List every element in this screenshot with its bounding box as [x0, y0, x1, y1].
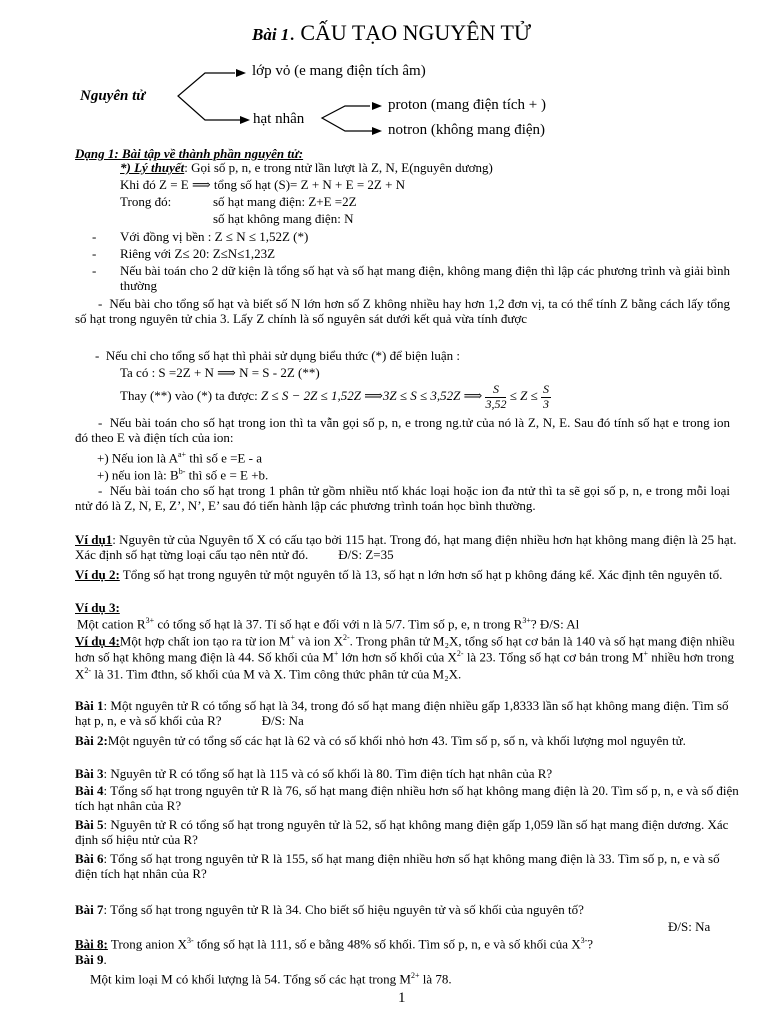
neutron-label: notron (không mang điện)	[388, 122, 546, 138]
example-3-label: Ví dụ 3:	[75, 600, 120, 615]
bullet-dash: -	[92, 246, 97, 261]
exercise-7: Bài 7: Tổng số hạt trong nguyên tử R là 34. Cho biết số hiệu nguyên tử và số khối của nguyên tố?	[75, 902, 584, 917]
exercise-5: Bài 5: Nguyên tử R có tổng số hạt trong nguyên tử là 52, số hạt không mang điện gấp 1,059 lần số hạt mang điện dương. Xác định số hiệu ntử của R?	[75, 817, 729, 847]
ion-case-2: +) nếu ion là: $B^{b-}$ thì số e = E +b.	[97, 467, 269, 483]
fraction: $\frac{S}{3,52}$	[485, 382, 507, 411]
example-4: Ví dụ 4:Một hợp chất ion tạo ra từ ion M+ và ion $X^{2-}$. Trong phân tử M₂X, tổng số hạt cơ bản là 140 và số hạt mang điện nhiều hơn số hạt không mang điện là 44. Số khối của M+ lớn hơn số khối của $X^{2-}$ là 23. Tổng số hạt cơ bản trong M+ nhiều hơn trong $X^{2-}$ là 31. Tìm đthn, số khối của M và X. Tìm công thức phân tử của M₂X.	[75, 633, 735, 681]
ion-case-1: +) Nếu ion là $A^{a+}$ thì số e =E - a	[97, 450, 262, 466]
example-3: Một cation $R^{3+}$ có tổng số hạt là 37. Tỉ số hạt e đối với n là 5/7. Tìm số p, e, n trong $R^{3+}$? Đ/S: Al	[77, 616, 580, 632]
exercise-8: Bài 8: Trong anion $X^{3-}$ tổng số hạt là 111, số e bằng 48% số khối. Tìm số p, n, e và số khối của $X^{3-}$?	[75, 936, 594, 952]
formula-ta-co: Ta có : S =2Z + N ⟹ N = S - 2Z (**)	[120, 365, 320, 380]
atom-label: Nguyên tử	[80, 88, 146, 104]
nucleus-label: hạt nhân	[253, 111, 305, 127]
section-heading: Dạng 1: Bài tập về thành phần nguyên tử:	[75, 146, 304, 161]
example-1: Ví dụ1: Nguyên tử của Nguyên tố X có cấu tạo bởi 115 hạt. Trong đó, hạt mang điện nhiều hơn hạt không mang điện là 25 hạt. Xác định số hạt từng loại cấu tạo nên ntử đó. Đ/S: Z=35	[75, 532, 737, 562]
exercise-6: Bài 6: Tổng số hạt trong nguyên tử R là 155, số hạt mang điện nhiều hơn số hạt không mang điện là 33. Tìm số p, n, e và số điện tích hạt nhân của R?	[75, 851, 720, 881]
exercise-7-answer: Đ/S: Na	[668, 919, 711, 934]
example-2: Ví dụ 2: Tổng số hạt trong nguyên tử một nguyên tố là 13, số hạt n lớn hơn số hạt p không đáng kể. Xác định tên nguyên tố.	[75, 567, 723, 582]
shell-label: lớp vỏ (e mang điện tích âm)	[252, 63, 426, 79]
exercise-2: Bài 2:Một nguyên tử có tổng số các hạt là 62 và có số khối nhỏ hơn 43. Tìm số p, số n, và khối lượng mol nguyên tử.	[75, 733, 686, 748]
bullet-dash: -	[92, 229, 97, 244]
bullet-2: Riêng với Z≤ 20: Z≤N≤1,23Z	[120, 246, 276, 261]
exercise-3: Bài 3: Nguyên tử R có tổng số hạt là 115 và có số khối là 80. Tìm điện tích hạt nhân của R?	[75, 766, 553, 781]
page-number: 1	[398, 990, 406, 1006]
bullet-7: - Nếu bài toán cho số hạt trong 1 phân tử gồm nhiều ntố khác loại hoặc ion đa ntử thì ta sẽ gọi số p, n, e trong mỗi loại ntử đó là Z, N, E, Z’, N’, E’ sau đó tiến hành lập các phương trình toán học bình thường.	[75, 483, 730, 513]
theory-line-3: Trong đó: số hạt mang điện: Z+E =2Z	[120, 194, 357, 209]
theory-line-2: Khi đó Z = E ⟹ tổng số hạt (S)= Z + N + E = 2Z + N	[120, 177, 406, 192]
bullet-1: Với đồng vị bền : Z ≤ N ≤ 1,52Z (*)	[120, 229, 309, 244]
exercise-4: Bài 4: Tổng số hạt trong nguyên tử R là 76, số hạt mang điện nhiều hơn số hạt không mang điện là 20. Tìm số p, n, e và số điện tích hạt nhân của R?	[75, 783, 739, 813]
bullet-3: Nếu bài toán cho 2 dữ kiện là tổng số hạt và số hạt mang điện, không mang điện thì lập các phương trình và giải bình thường	[120, 263, 730, 293]
page-title: Bài 1. CẤU TẠO NGUYÊN TỬ	[252, 20, 532, 45]
bullet-4: - Nếu bài cho tổng số hạt và biết số N lớn hơn số Z không nhiều hay hơn 1,2 đơn vị, ta có thể tính Z bằng cách lấy tổng số hạt trong nguyên tử chia 3. Lấy Z chính là số nguyên sát dưới kết quả vừa tính được	[75, 296, 730, 326]
theory-line-4: số hạt không mang điện: N	[213, 211, 354, 226]
exercise-9: Một kim loại M có khối lượng là 54. Tổng số các hạt trong $M^{2+}$ là 78.	[90, 971, 452, 987]
bullet-6: - Nếu bài toán cho số hạt trong ion thì ta vẫn gọi số p, n, e trong ng.tử của nó là Z, N, E. Sau đó tính số hạt e trong ion đó theo E và điện tích của ion:	[75, 415, 730, 445]
bullet-dash: -	[92, 263, 97, 278]
theory-line-1: *) Lý thuyết: Gọi số p, n, e trong ntử lần lượt là Z, N, E(nguyên dương)	[120, 160, 493, 175]
exercise-9-label: Bài 9.	[75, 952, 107, 967]
bullet-5: - Nếu chỉ cho tổng số hạt thì phải sử dụng biểu thức (*) để biện luận :	[95, 348, 461, 363]
proton-label: proton (mang điện tích + )	[388, 97, 547, 113]
formula-thay: Thay (**) vào (*) ta được: Z ≤ S − 2Z ≤ 1,52Z ⟹3Z ≤ S ≤ 3,52Z ⟹ $\frac{S}{3,52}$ ≤ Z ≤ $\frac{S}{3}$	[120, 382, 549, 411]
fraction: $\frac{S}{3}$	[542, 382, 549, 411]
exercise-1: Bài 1: Một nguyên tử R có tổng số hạt là 34, trong đó số hạt mang điện nhiều gấp 1,8333 lần số hạt không mang điện. Tìm số hạt p, n, e và số khối của R? Đ/S: Na	[75, 698, 729, 728]
